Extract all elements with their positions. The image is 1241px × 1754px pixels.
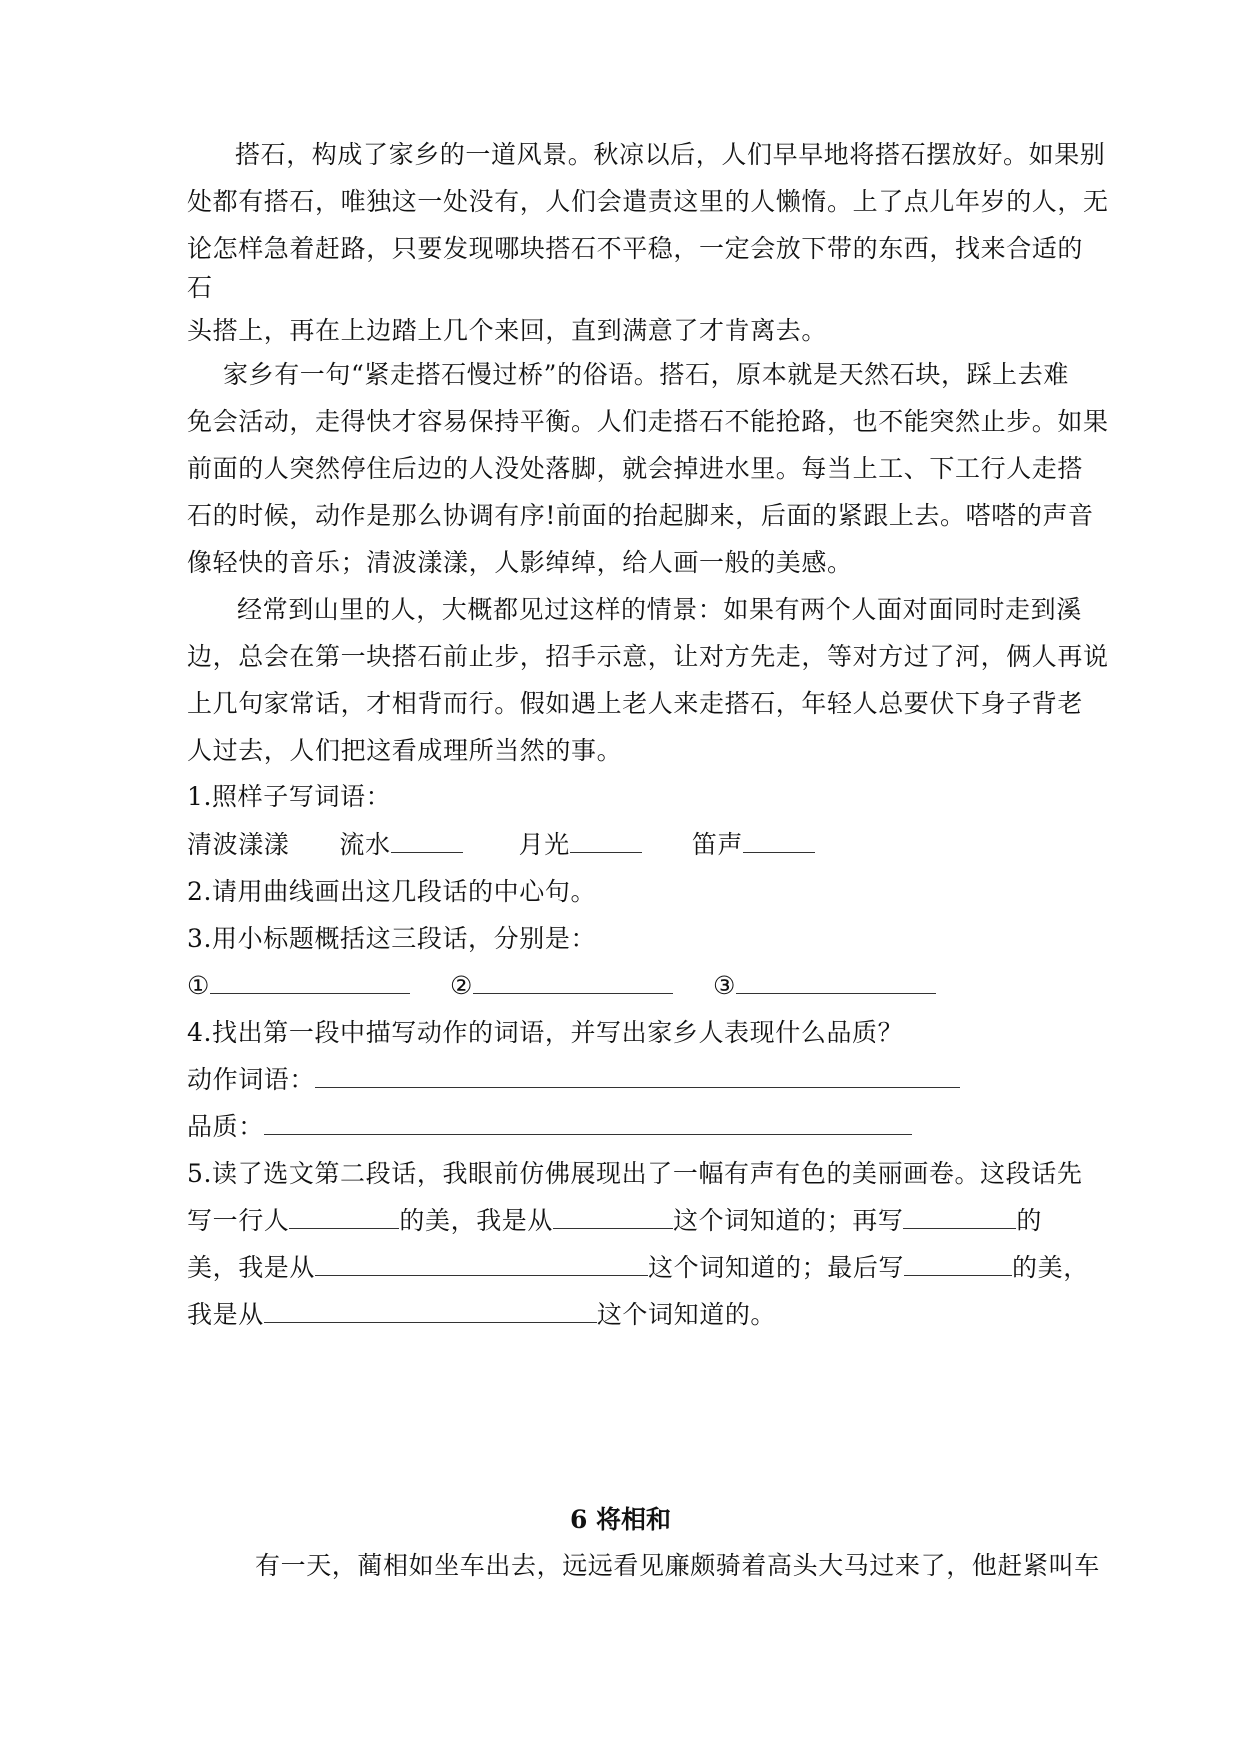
question-4-quality-row <box>187 1109 912 1145</box>
text-segment: 的 <box>1016 1206 1043 1235</box>
passage-line: 免会活动，走得快才容易保持平衡。人们走搭石不能抢路，也不能突然止步。如果 <box>187 407 1109 436</box>
text-segment: 这个词知道的；再写 <box>673 1206 904 1235</box>
answer-blank[interactable] <box>264 1110 912 1135</box>
example-word: 清波漾漾 <box>187 830 290 859</box>
word-item: 流水 <box>339 830 391 859</box>
passage-line: 像轻快的音乐；清波漾漾，人影绰绰，给人画一般的美感。 <box>187 548 853 577</box>
text-segment: 这个词知道的。 <box>596 1300 777 1329</box>
answer-blank[interactable] <box>736 969 936 994</box>
answer-blank[interactable] <box>264 1298 597 1323</box>
question-5-line <box>187 1203 1042 1239</box>
answer-blank[interactable] <box>315 1063 960 1088</box>
text-segment: 写一行人 <box>187 1206 290 1235</box>
text-segment: 的美，我是从 <box>399 1206 554 1235</box>
question-3-row <box>187 968 936 1004</box>
passage-line: 论怎样急着赶路，只要发现哪块搭石不平稳，一定会放下带的东西，找来合适的 <box>187 234 1084 263</box>
answer-blank[interactable] <box>210 969 410 994</box>
question-1-prompt: 1.照样子写词语： <box>187 782 392 811</box>
passage-line: 人过去，人们把这看成理所当然的事。 <box>187 736 623 765</box>
answer-blank[interactable] <box>743 828 815 853</box>
text-segment: 美，我是从 <box>187 1253 316 1282</box>
word-item: 月光 <box>518 830 570 859</box>
answer-blank[interactable] <box>473 969 673 994</box>
circled-two: ② <box>450 971 474 1000</box>
circled-three: ③ <box>713 971 737 1000</box>
action-label: 动作词语： <box>187 1065 316 1094</box>
answer-blank[interactable] <box>904 1251 1012 1276</box>
passage-line: 搭石，构成了家乡的一道风景。秋凉以后，人们早早地将搭石摆放好。如果别 <box>235 140 1106 169</box>
passage-line: 有一天，蔺相如坐车出去，远远看见廉颇骑着高头大马过来了，他赶紧叫车 <box>255 1551 1100 1580</box>
question-1-row <box>187 827 815 863</box>
question-3-prompt: 3.用小标题概括这三段话，分别是： <box>187 924 597 953</box>
passage-line: 边，总会在第一块搭石前止步，招手示意，让对方先走，等对方过了河，俩人再说 <box>187 642 1109 671</box>
answer-blank[interactable] <box>315 1251 648 1276</box>
answer-blank[interactable] <box>903 1204 1016 1229</box>
question-2-prompt: 2.请用曲线画出这几段话的中心句。 <box>187 877 597 906</box>
circled-one: ① <box>187 971 211 1000</box>
question-4-prompt: 4.找出第一段中描写动作的词语，并写出家乡人表现什么品质？ <box>187 1018 904 1047</box>
word-item: 笛声 <box>691 830 744 859</box>
answer-blank[interactable] <box>391 828 463 853</box>
section-title: 6 将相和 <box>569 1505 672 1534</box>
passage-line: 经常到山里的人，大概都见过这样的情景：如果有两个人面对面同时走到溪 <box>237 595 1082 624</box>
text-segment: 这个词知道的；最后写 <box>648 1253 905 1282</box>
passage-line: 前面的人突然停住后边的人没处落脚，就会掉进水里。每当上工、下工行人走搭 <box>187 454 1084 483</box>
question-4-action-row <box>187 1062 960 1098</box>
text-segment: 我是从 <box>187 1300 264 1329</box>
passage-line: 家乡有一句“紧走搭石慢过桥”的俗语。搭石，原本就是天然石块，踩上去难 <box>223 360 1069 389</box>
passage-line: 处都有搭石，唯独这一处没有，人们会遣责这里的人懒惰。上了点儿年岁的人，无 <box>187 187 1109 216</box>
answer-blank[interactable] <box>570 828 642 853</box>
text-segment: 的美， <box>1012 1253 1089 1282</box>
question-5-line: 5.读了选文第二段话，我眼前仿佛展现出了一幅有声有色的美丽画卷。这段话先 <box>187 1159 1083 1188</box>
answer-blank[interactable] <box>289 1204 399 1229</box>
passage-line: 石的时候，动作是那么协调有序!前面的抬起脚来，后面的紧跟上去。嗒嗒的声音 <box>187 501 1094 530</box>
passage-line: 石 <box>187 273 213 302</box>
question-5-line <box>187 1297 776 1333</box>
passage-line: 头搭上，再在上边踏上几个来回，直到满意了才肯离去。 <box>187 316 828 345</box>
answer-blank[interactable] <box>553 1204 673 1229</box>
question-5-line <box>187 1250 1089 1286</box>
quality-label: 品质： <box>187 1112 264 1141</box>
passage-line: 上几句家常话，才相背而行。假如遇上老人来走搭石，年轻人总要伏下身子背老 <box>187 689 1084 718</box>
